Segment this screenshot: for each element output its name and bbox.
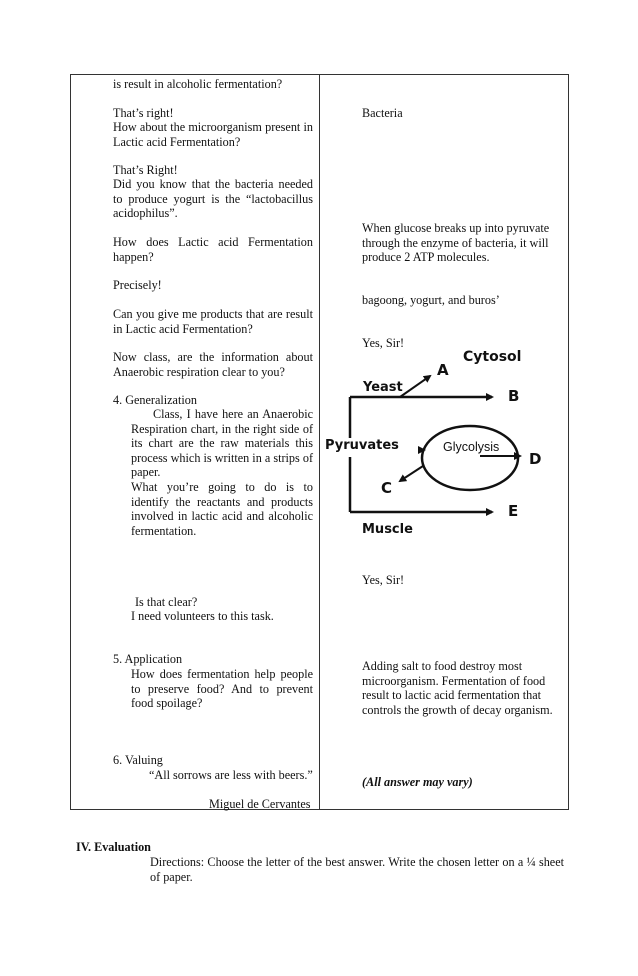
teacher-thats-right-1: That’s right! <box>113 106 174 120</box>
application-heading: 5. Application <box>113 652 183 666</box>
glycolysis-cycle <box>422 426 518 490</box>
teacher-need-volunteers: I need volunteers to this task. <box>131 609 274 623</box>
teacher-did-you-know: Did you know that the bacteria needed to produce yogurt is the “lactobacillus acidophilus”. <box>113 177 313 221</box>
student-yes-sir-2: Yes, Sir! <box>362 573 405 587</box>
student-yes-sir-1: Yes, Sir! <box>362 336 405 350</box>
generalization-body: Class, I have here an Anaerobic Respiration chart, in the right side of its chart are the raw materials this process which is written in a strips of paper. <box>131 407 313 480</box>
valuing-quote: “All sorrows are less with beers.” <box>149 768 313 782</box>
label-glycolysis: Glycolysis <box>443 440 500 454</box>
label-d: D <box>529 450 542 468</box>
generalization-heading: 4. Generalization <box>113 393 197 407</box>
evaluation-directions: Directions: Choose the letter of the best answer. Write the chosen letter on a ¼ sheet of paper. <box>150 855 564 884</box>
arrow-to-a <box>400 376 430 397</box>
label-b: B <box>508 387 520 405</box>
label-muscle: Muscle <box>362 522 413 537</box>
valuing-heading: 6. Valuing <box>113 753 163 767</box>
label-a: A <box>437 361 449 379</box>
teacher-thats-right-2: That’s Right! <box>113 163 178 177</box>
evaluation-heading: IV. Evaluation <box>76 840 151 854</box>
teacher-is-that-clear: Is that clear? <box>135 595 198 609</box>
teacher-question-alcoholic: is result in alcoholic fermentation? <box>113 77 283 91</box>
teacher-now-class: Now class, are the information about Anaerobic respiration clear to you? <box>113 350 313 379</box>
valuing-quote-author: Miguel de Cervantes <box>209 797 311 811</box>
teacher-how-does: How does Lactic acid Fermentation happen? <box>113 235 313 264</box>
student-glucose: When glucose breaks up into pyruvate through the enzyme of bacteria, it will produce 2 ATP molecules. <box>362 221 550 265</box>
student-bacteria: Bacteria <box>362 106 403 120</box>
generalization-instructions: What you’re going to do is to identify the reactants and products involved in lactic acid and alcoholic fermentation. <box>131 480 313 538</box>
label-yeast: Yeast <box>363 380 403 395</box>
student-adding-salt: Adding salt to food destroy most microorganism. Fermentation of food result to lactic acid fermentation that controls the growth of decay organism. <box>362 659 553 717</box>
arrow-to-c <box>400 466 423 481</box>
student-all-answer: (All answer may vary) <box>362 775 473 789</box>
teacher-can-you-give: Can you give me products that are result in Lactic acid Fermentation? <box>113 307 313 336</box>
application-body: How does fermentation help people to preserve food? And to prevent food spoilage? <box>131 667 313 711</box>
teacher-how-about: How about the microorganism present in Lactic acid Fermentation? <box>113 120 313 149</box>
teacher-precisely: Precisely! <box>113 278 162 292</box>
label-c: C <box>381 479 393 497</box>
label-e: E <box>508 502 519 520</box>
label-cytosol: Cytosol <box>463 349 522 365</box>
label-pyruvates: Pyruvates <box>325 438 399 453</box>
student-products: bagoong, yogurt, and buros’ <box>362 293 500 307</box>
